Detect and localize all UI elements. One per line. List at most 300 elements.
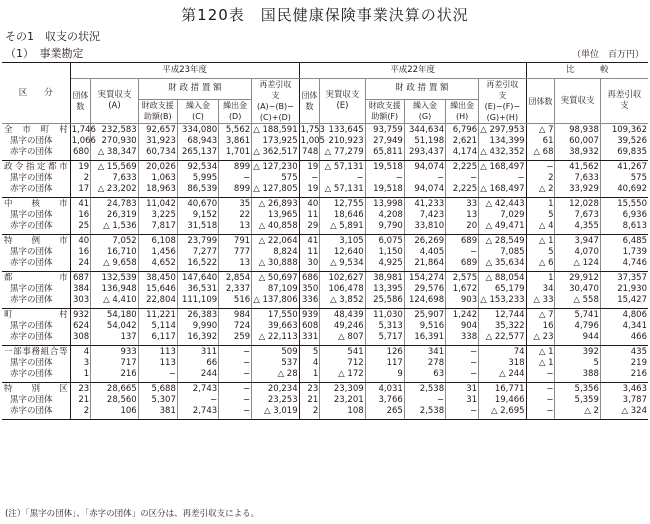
table-cell: 19,518 bbox=[365, 161, 404, 174]
table-cell: 216 bbox=[91, 369, 138, 383]
table-cell: 5 bbox=[299, 346, 320, 359]
table-cell: 9,990 bbox=[177, 321, 218, 332]
table-cell: 4,208 bbox=[365, 210, 404, 221]
table-cell: 392 bbox=[555, 346, 600, 359]
table-row bbox=[2, 369, 648, 383]
table-cell: △ 1 bbox=[526, 358, 555, 369]
table-cell: 216 bbox=[600, 369, 648, 383]
table-cell: 26,269 bbox=[404, 235, 445, 248]
table-row bbox=[2, 309, 648, 322]
table-cell: 33,810 bbox=[404, 221, 445, 235]
table-cell: △ 42,443 bbox=[479, 198, 526, 211]
table-cell: △ 57,131 bbox=[320, 184, 365, 198]
table-cell: △ 4 bbox=[526, 221, 555, 235]
table-cell: △ 297,953 bbox=[480, 125, 525, 135]
table-cell: 689 bbox=[446, 235, 479, 248]
table-cell: △ 432,352 bbox=[479, 147, 526, 161]
table-cell: △ 7 bbox=[526, 309, 555, 322]
table-cell: △ 2 bbox=[526, 184, 555, 198]
table-row bbox=[2, 161, 648, 174]
table-cell: 16,771 bbox=[479, 383, 526, 396]
table-cell: 466 bbox=[600, 332, 648, 346]
header-kurinyu-22: 繰入金 (G) bbox=[404, 99, 445, 123]
row-label: 黒字の団体 bbox=[2, 395, 70, 406]
row-label: 赤字の団体 bbox=[2, 369, 70, 383]
table-cell: △ 362,517 bbox=[252, 147, 299, 161]
table-cell: 2 bbox=[526, 173, 555, 184]
table-cell: − bbox=[526, 369, 555, 383]
table-cell: 68,943 bbox=[177, 136, 218, 147]
table-cell: 20,026 bbox=[138, 161, 177, 174]
table-cell: 15,550 bbox=[600, 198, 648, 211]
table-cell: 16,522 bbox=[177, 258, 218, 272]
table-cell: 933 bbox=[91, 346, 138, 359]
table-cell: 5,995 bbox=[177, 173, 218, 184]
table-cell: 210,923 bbox=[320, 136, 365, 147]
table-cell: 303 bbox=[70, 295, 91, 309]
table-cell: 33 bbox=[446, 198, 479, 211]
table-cell: 29 bbox=[299, 221, 320, 235]
table-cell: 748 bbox=[299, 147, 320, 161]
table-cell: 12,744 bbox=[479, 309, 526, 322]
table-row bbox=[2, 321, 648, 332]
table-cell: 6,936 bbox=[622, 210, 647, 220]
table-cell: 132,539 bbox=[91, 272, 138, 285]
table-cell: 686 bbox=[299, 272, 320, 285]
table-cell: △ 22,064 bbox=[252, 235, 299, 248]
table-cell: 537 bbox=[252, 358, 299, 369]
table-cell: 30,470 bbox=[555, 284, 600, 295]
table-cell: 608 bbox=[299, 321, 320, 332]
table-cell: 6,117 bbox=[138, 332, 177, 346]
table-cell: 3,105 bbox=[320, 235, 365, 248]
table-cell: 341 bbox=[404, 346, 445, 359]
table-cell: 117 bbox=[365, 358, 404, 369]
table-cell: △ 6 bbox=[526, 258, 555, 272]
table-body bbox=[2, 124, 648, 420]
table-cell: 939 bbox=[299, 309, 320, 322]
header-kurishutsu-23: 繰出金 (D) bbox=[219, 99, 252, 123]
table-cell: 899 bbox=[219, 184, 252, 198]
table-cell: − bbox=[526, 383, 555, 396]
header-saisashihiki-hi: 再差引収 支 bbox=[600, 79, 648, 124]
table-cell: △ 23 bbox=[526, 332, 555, 346]
table-cell: 11,030 bbox=[365, 309, 404, 322]
row-label: 黒字の団体 bbox=[2, 247, 70, 258]
table-cell: 575 bbox=[630, 173, 647, 183]
table-cell: 134,399 bbox=[479, 136, 526, 147]
table-cell: 40 bbox=[70, 235, 91, 248]
table-cell: 4,031 bbox=[365, 383, 404, 396]
table-cell: 108 bbox=[320, 406, 365, 420]
table-cell: 7,029 bbox=[479, 210, 526, 221]
table-cell: △ 1,536 bbox=[91, 221, 138, 235]
header-year23: 平成23年度 bbox=[70, 63, 299, 79]
table-cell: − bbox=[446, 247, 479, 258]
table-cell: 11,042 bbox=[138, 198, 177, 211]
table-cell: △ 1 bbox=[526, 235, 555, 248]
table-cell: 3,225 bbox=[138, 210, 177, 221]
table-cell: 106,478 bbox=[320, 284, 365, 295]
table-cell: 61 bbox=[526, 136, 555, 147]
table-cell: 7,673 bbox=[555, 210, 600, 221]
table-cell: 9 bbox=[365, 369, 404, 383]
table-row bbox=[2, 235, 648, 248]
table-cell: 38,450 bbox=[138, 272, 177, 285]
table-cell: 16 bbox=[526, 321, 555, 332]
table-cell: − bbox=[404, 395, 445, 406]
table-cell: 265,137 bbox=[177, 147, 218, 161]
table-cell: 4,405 bbox=[404, 247, 445, 258]
table-cell: 41 bbox=[299, 235, 320, 248]
table-cell: 51,198 bbox=[404, 136, 445, 147]
table-cell: 86,539 bbox=[177, 184, 218, 198]
table-cell: 689 bbox=[446, 258, 479, 272]
table-cell: 2,538 bbox=[404, 406, 445, 420]
table-cell: − bbox=[299, 173, 320, 184]
table-cell: 87,109 bbox=[252, 284, 299, 295]
row-label: 黒字の団体 bbox=[2, 173, 70, 184]
table-cell: 265 bbox=[365, 406, 404, 420]
table-cell: △ 1 bbox=[526, 346, 555, 359]
section-heading: （1） 事業勘定 bbox=[5, 47, 84, 60]
table-cell: 126 bbox=[365, 346, 404, 359]
table-cell: 331 bbox=[299, 332, 320, 346]
table-cell: − bbox=[446, 173, 479, 184]
table-cell: △ 127,805 bbox=[252, 184, 299, 198]
header-dantai-hi: 団体数 bbox=[526, 79, 555, 124]
table-cell: 278 bbox=[404, 358, 445, 369]
table-cell: 7,423 bbox=[404, 210, 445, 221]
table-cell: 74 bbox=[479, 346, 526, 359]
table-cell: 22,804 bbox=[138, 295, 177, 309]
table-cell: 21,864 bbox=[404, 258, 445, 272]
table-cell: 5,688 bbox=[138, 383, 177, 396]
table-cell: − bbox=[446, 358, 479, 369]
row-label: 町 村 bbox=[2, 309, 70, 322]
table-cell: 65,179 bbox=[479, 284, 526, 295]
table-row bbox=[2, 210, 648, 221]
table-cell: 7,052 bbox=[91, 235, 138, 248]
row-label: 一部事務組合等 bbox=[2, 346, 70, 359]
table-cell: 19 bbox=[299, 184, 320, 198]
table-cell: 13 bbox=[219, 258, 252, 272]
table-cell: 308 bbox=[70, 332, 91, 346]
table-cell: 8,824 bbox=[252, 247, 299, 258]
table-cell: 3 bbox=[70, 358, 91, 369]
table-cell: 25,907 bbox=[404, 309, 445, 322]
table-cell: 1,063 bbox=[138, 173, 177, 184]
table-cell: 9,516 bbox=[404, 321, 445, 332]
table-cell: − bbox=[219, 358, 252, 369]
table-cell: − bbox=[219, 406, 252, 420]
table-cell: 5,359 bbox=[555, 395, 600, 406]
table-cell: 2,743 bbox=[177, 406, 218, 420]
table-row bbox=[2, 136, 648, 147]
header-kurishutsu-22: 繰出金 (H) bbox=[446, 99, 479, 123]
table-cell: − bbox=[365, 173, 404, 184]
header-zaisei-23: 財 政 措 置 額 bbox=[138, 79, 251, 100]
table-row bbox=[2, 184, 648, 198]
row-label: 赤字の団体 bbox=[2, 295, 70, 309]
table-cell: 4,806 bbox=[600, 309, 648, 322]
table-cell: 31,923 bbox=[138, 136, 177, 147]
table-cell: 4 bbox=[299, 358, 320, 369]
table-cell: 318 bbox=[479, 358, 526, 369]
table-cell: 147,640 bbox=[177, 272, 218, 285]
table-cell: 39,663 bbox=[252, 321, 299, 332]
table-cell: 9,790 bbox=[365, 221, 404, 235]
table-cell: 384 bbox=[70, 284, 91, 295]
table-cell: 11,221 bbox=[138, 309, 177, 322]
table-cell: − bbox=[320, 173, 365, 184]
table-cell: 94,074 bbox=[404, 161, 445, 174]
table-cell: − bbox=[219, 395, 252, 406]
table-cell: △ 3,019 bbox=[252, 406, 299, 420]
table-cell: △ 15,569 bbox=[91, 161, 138, 174]
row-label: 都 市 bbox=[2, 272, 70, 285]
header-jisshitsu-23: 実質収支 (A) bbox=[91, 79, 138, 124]
table-cell: 7,817 bbox=[138, 221, 177, 235]
table-cell: 23,799 bbox=[177, 235, 218, 248]
table-cell: △ 57,131 bbox=[320, 161, 365, 174]
table-cell: △ 40,858 bbox=[252, 221, 299, 235]
table-cell: 25 bbox=[70, 221, 91, 235]
header-zaisei-22: 財 政 措 置 額 bbox=[365, 79, 478, 100]
table-cell: 12,028 bbox=[555, 198, 600, 211]
table-cell: 4,652 bbox=[138, 258, 177, 272]
table-cell: 173,925 bbox=[252, 136, 299, 147]
table-cell: △ 127,230 bbox=[253, 162, 298, 172]
table-cell: 3,766 bbox=[365, 395, 404, 406]
table-cell: 28,665 bbox=[91, 383, 138, 396]
table-cell: 24,783 bbox=[91, 198, 138, 211]
table-cell: 23,201 bbox=[320, 395, 365, 406]
table-cell: △ 9,658 bbox=[91, 258, 138, 272]
table-cell: 39,526 bbox=[617, 136, 647, 146]
table-cell: 984 bbox=[219, 309, 252, 322]
table-cell: 40 bbox=[299, 198, 320, 211]
table-cell: 1,066 bbox=[71, 136, 96, 146]
header-saisashihiki-22: 再差引収 支 (E)−(F)−(G)+(H) bbox=[479, 79, 526, 124]
table-cell: 113 bbox=[138, 358, 177, 369]
table-cell: 92,534 bbox=[177, 161, 218, 174]
table-cell: △ 9,534 bbox=[320, 258, 365, 272]
table-cell: 219 bbox=[630, 358, 647, 368]
row-label: 黒字の団体 bbox=[2, 284, 70, 295]
table-cell: 2 bbox=[70, 173, 91, 184]
table-cell: 29,576 bbox=[404, 284, 445, 295]
table-cell: 18,963 bbox=[138, 184, 177, 198]
table-cell: △ 28,549 bbox=[479, 235, 526, 248]
table-cell: 12,640 bbox=[320, 247, 365, 258]
table-cell: 60,734 bbox=[138, 147, 177, 161]
table-cell: 19,518 bbox=[365, 184, 404, 198]
table-cell: 344,634 bbox=[404, 124, 445, 137]
header-kubun: 区 分 bbox=[2, 63, 70, 124]
row-label: 黒字の団体 bbox=[2, 136, 70, 147]
table-cell: − bbox=[526, 406, 555, 420]
table-cell: 16,710 bbox=[91, 247, 138, 258]
table-row bbox=[2, 295, 648, 309]
table-cell: 133,645 bbox=[320, 124, 365, 137]
footnote: (注）「黒字の団体」、「赤字の団体」の区分は、再差引収支による。 bbox=[5, 509, 260, 519]
table-cell: 2,621 bbox=[446, 136, 479, 147]
table-cell: 20 bbox=[446, 221, 479, 235]
table-cell: 36,531 bbox=[177, 284, 218, 295]
row-label: 赤字の団体 bbox=[2, 406, 70, 420]
table-cell: 5,313 bbox=[365, 321, 404, 332]
table-cell: △ 244 bbox=[479, 369, 526, 383]
table-cell: − bbox=[479, 173, 526, 184]
table-cell: − bbox=[526, 161, 555, 174]
table-cell: − bbox=[526, 395, 555, 406]
table-cell: 48,439 bbox=[320, 309, 365, 322]
table-cell: 19,466 bbox=[479, 395, 526, 406]
table-cell: 92,657 bbox=[138, 124, 177, 137]
table-cell: 54,180 bbox=[91, 309, 138, 322]
table-cell: 4,355 bbox=[555, 221, 600, 235]
table-cell: 13,998 bbox=[365, 198, 404, 211]
table-cell: △ 35,634 bbox=[479, 258, 526, 272]
table-cell: − bbox=[404, 173, 445, 184]
table-cell: △ 38,347 bbox=[91, 147, 138, 161]
table-cell: 712 bbox=[320, 358, 365, 369]
table-cell: 388 bbox=[555, 369, 600, 383]
table-cell: 270,930 bbox=[91, 136, 138, 147]
table-cell: 93,759 bbox=[365, 124, 404, 137]
header-zaisei-hojo-23: 財政支援助額(B) bbox=[138, 99, 177, 123]
table-cell: 17 bbox=[70, 184, 91, 198]
header-jisshitsu-22: 実質収支 (E) bbox=[320, 79, 365, 124]
table-cell: 16 bbox=[70, 247, 91, 258]
header-dantai-23: 団体数 bbox=[70, 79, 91, 124]
table-cell: 65,811 bbox=[365, 147, 404, 161]
table-cell: 35 bbox=[219, 198, 252, 211]
table-cell: 1,753 bbox=[300, 125, 325, 135]
header-jisshitsu-hi: 実質収支 bbox=[555, 79, 600, 124]
table-cell: 7,277 bbox=[177, 247, 218, 258]
table-cell: 40,692 bbox=[600, 184, 648, 198]
table-cell: △ 2 bbox=[555, 406, 600, 420]
table-cell: 102,627 bbox=[320, 272, 365, 285]
table-row bbox=[2, 221, 648, 235]
table-cell: 34 bbox=[526, 284, 555, 295]
table-cell: 1,672 bbox=[446, 284, 479, 295]
table-row bbox=[2, 124, 648, 137]
table-cell: 21 bbox=[299, 395, 320, 406]
row-label: 赤字の団体 bbox=[2, 184, 70, 198]
table-cell: 575 bbox=[252, 173, 299, 184]
row-label: 政令指定都市 bbox=[2, 161, 70, 174]
table-cell: 381 bbox=[138, 406, 177, 420]
table-cell: 932 bbox=[70, 309, 91, 322]
table-cell: 5,356 bbox=[555, 383, 600, 396]
row-label: 特 例 市 bbox=[2, 235, 70, 248]
table-cell: △ 49,471 bbox=[479, 221, 526, 235]
table-cell: 7,633 bbox=[555, 173, 600, 184]
table-cell: 11 bbox=[299, 247, 320, 258]
table-cell: 31,518 bbox=[177, 221, 218, 235]
table-cell: △ 22,113 bbox=[252, 332, 299, 346]
table-row bbox=[2, 272, 648, 285]
table-cell: 1,150 bbox=[365, 247, 404, 258]
table-cell: 30 bbox=[299, 258, 320, 272]
table-cell: − bbox=[219, 383, 252, 396]
table-cell: 4,341 bbox=[622, 321, 647, 331]
table-cell: 54,042 bbox=[91, 321, 138, 332]
table-cell: 22 bbox=[219, 210, 252, 221]
row-label: 黒字の団体 bbox=[2, 210, 70, 221]
table-cell: 66 bbox=[177, 358, 218, 369]
table-cell: − bbox=[446, 406, 479, 420]
table-cell: 1,746 bbox=[71, 125, 96, 135]
table-cell: △ 50,697 bbox=[252, 272, 299, 285]
table-cell: 24 bbox=[70, 258, 91, 272]
table-cell: △ 188,591 bbox=[253, 125, 298, 135]
table-cell: 1,739 bbox=[622, 247, 647, 257]
table-cell: 98,938 bbox=[555, 124, 600, 137]
table-cell: 3,787 bbox=[622, 395, 647, 405]
table-cell: 2,854 bbox=[219, 272, 252, 285]
table-row bbox=[2, 198, 648, 211]
table-cell: 4,796 bbox=[555, 321, 600, 332]
table-cell: 2,743 bbox=[177, 383, 218, 396]
table-cell: 293,437 bbox=[404, 147, 445, 161]
row-label: 赤字の団体 bbox=[2, 258, 70, 272]
table-cell: 16,392 bbox=[177, 332, 218, 346]
table-cell: △ 88,054 bbox=[479, 272, 526, 285]
table-cell: 18,646 bbox=[320, 210, 365, 221]
table-cell: 35,322 bbox=[479, 321, 526, 332]
table-cell: 1 bbox=[526, 272, 555, 285]
table-cell: 791 bbox=[219, 235, 252, 248]
table-cell: △ 26,893 bbox=[252, 198, 299, 211]
table-cell: 41,233 bbox=[404, 198, 445, 211]
row-label: 赤字の団体 bbox=[2, 332, 70, 346]
table-cell: 5,114 bbox=[138, 321, 177, 332]
table-cell: 106 bbox=[91, 406, 138, 420]
table-cell: 23 bbox=[299, 383, 320, 396]
table-row bbox=[2, 406, 648, 420]
table-cell: 38,981 bbox=[365, 272, 404, 285]
table-cell: 541 bbox=[320, 346, 365, 359]
table-cell: △ 33 bbox=[526, 295, 555, 309]
table-cell: △ 30,888 bbox=[252, 258, 299, 272]
table-cell: 94,074 bbox=[404, 184, 445, 198]
table-cell: − bbox=[219, 369, 252, 383]
table-cell: 17,550 bbox=[252, 309, 299, 322]
table-cell: 40,670 bbox=[177, 198, 218, 211]
table-cell: 259 bbox=[219, 332, 252, 346]
table-cell: 63 bbox=[404, 369, 445, 383]
table-cell: 2 bbox=[70, 406, 91, 420]
table-row bbox=[2, 395, 648, 406]
row-label: 中 核 市 bbox=[2, 198, 70, 211]
header-year22: 平成22年度 bbox=[299, 63, 526, 79]
table-cell: 13 bbox=[446, 210, 479, 221]
table-cell: 4,174 bbox=[446, 147, 479, 161]
table-cell: − bbox=[446, 369, 479, 383]
table-cell: 38,932 bbox=[555, 147, 600, 161]
header-dantai-22: 団体数 bbox=[299, 79, 320, 124]
header-hi: 比 較 bbox=[526, 63, 648, 79]
subtitle: その1 収支の状況 bbox=[5, 30, 100, 43]
table-cell: 113 bbox=[138, 346, 177, 359]
table-cell: 904 bbox=[446, 321, 479, 332]
table-cell: 49,246 bbox=[320, 321, 365, 332]
table-cell: △ 153,233 bbox=[479, 295, 526, 309]
